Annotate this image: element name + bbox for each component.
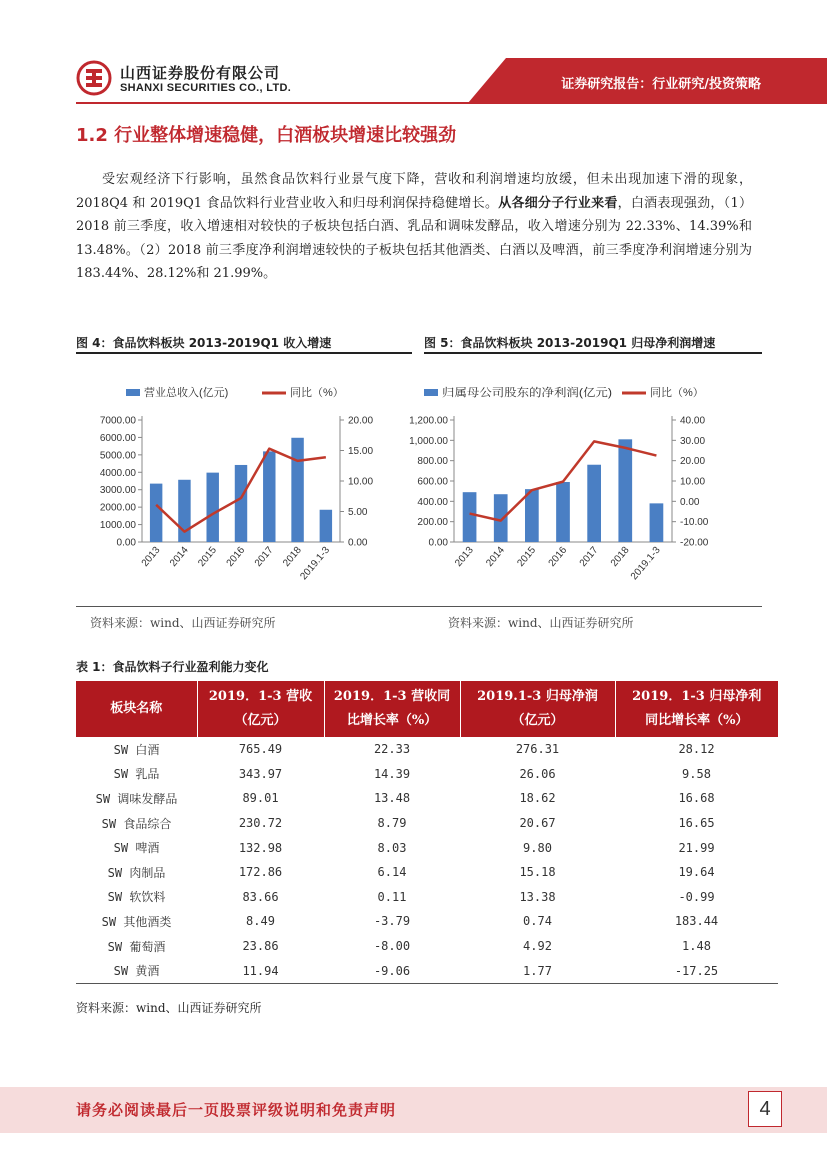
left-tick-label: 5000.00 [99, 450, 136, 462]
bar [618, 439, 632, 542]
company-name-cn: 山西证券股份有限公司 [120, 64, 281, 82]
bar [235, 465, 247, 542]
right-tick-label: 10.00 [348, 476, 374, 488]
category-label: 2017 [252, 544, 276, 569]
left-tick-label: 1000.00 [99, 520, 136, 532]
right-tick-label: 20.00 [348, 415, 374, 427]
page-number: 4 [748, 1091, 782, 1127]
right-tick-label: 0.00 [680, 496, 700, 508]
figure4-source: 资料来源：wind、山西证券研究所 [90, 616, 276, 630]
header-net-profit: 2019.1-3 归母净润 （亿元） [460, 681, 615, 737]
legend-line-label: 同比（%） [290, 387, 344, 399]
right-tick-label: 20.00 [680, 456, 706, 468]
table-row: SW 其他酒类 8.49 -3.79 0.74 183.44 [101, 914, 719, 929]
bar [206, 473, 218, 542]
category-label: 2016 [546, 544, 570, 569]
category-label: 2014 [484, 544, 508, 569]
bar [463, 492, 477, 542]
bar [263, 451, 275, 542]
bar [556, 482, 570, 542]
bar [291, 438, 303, 542]
right-tick-label: -20.00 [680, 537, 709, 549]
table-row: SW 白酒 765.49 22.33 276.31 28.12 [113, 742, 715, 757]
bar [494, 494, 508, 542]
category-label: 2019.1-3 [628, 544, 663, 583]
left-tick-label: 2000.00 [99, 502, 136, 514]
figure5-caption: 图 5：食品饮料板块 2013-2019Q1 归母净利润增速 [424, 336, 716, 350]
figure5-source: 资料来源：wind、山西证券研究所 [448, 616, 634, 630]
company-logo-icon [76, 60, 112, 96]
right-tick-label: 5.00 [348, 507, 368, 518]
right-tick-label: 15.00 [348, 446, 374, 457]
figure5-rule [424, 352, 762, 354]
left-tick-label: 7000.00 [99, 415, 136, 427]
category-label: 2013 [139, 544, 163, 569]
paragraph-bold: 从各细分子行业来看 [498, 195, 618, 211]
left-tick-label: 4000.00 [99, 467, 136, 479]
left-tick-label: 800.00 [417, 456, 448, 468]
figure4-caption: 图 4：食品饮料板块 2013-2019Q1 收入增速 [76, 336, 332, 350]
bar [525, 489, 539, 542]
header-revenue-growth: 2019．1-3 营收同 比增长率（%） [324, 681, 460, 737]
legend-bar-swatch [126, 389, 140, 396]
table-row: SW 调味发酵品 89.01 13.48 18.62 16.68 [95, 791, 715, 806]
table-row: SW 啤酒 132.98 8.03 9.80 21.99 [113, 840, 715, 856]
table-row: SW 葡萄酒 23.86 -8.00 4.92 1.48 [107, 939, 711, 954]
right-tick-label: -10.00 [680, 517, 709, 529]
table-header-row [76, 681, 778, 737]
paragraph-part1: 受宏观经济下行影响，虽然食品饮料行业景气度下降，营收和利润增速均放缓，但未出现加速下滑的现象，2018Q4 和 2019Q1 食品饮料行业营业收入和归母利润保持稳健增长。 [76, 172, 752, 211]
left-tick-label: 400.00 [417, 496, 448, 508]
table-row: SW 乳品 343.97 14.39 26.06 9.58 [113, 766, 711, 782]
paragraph-part2: ，白酒表现强劲，（1）2018 前三季度，收入增速相对较快的子板块包括白酒、乳品和调味发酵品，收入增速分别为 22.33%、14.39%和 13.48%。（2）2018 前三季度净利润增速较快的子板块包括其他酒类、白酒以及啤酒，前三季度净利润增速分别为 183.44%、28.12%和 21.99%。 [76, 195, 752, 281]
left-tick-label: 1,200.00 [409, 415, 448, 427]
bar [650, 503, 664, 542]
right-tick-label: 40.00 [680, 415, 706, 427]
figure4-rule [76, 352, 412, 354]
category-label: 2016 [224, 544, 248, 569]
category-label: 2014 [167, 544, 191, 569]
bar [587, 465, 601, 542]
left-tick-label: 600.00 [417, 476, 448, 488]
revenue-growth-chart [76, 360, 412, 600]
header-sector: 板块名称 [76, 681, 197, 737]
section-title: 1.2 行业整体增速稳健，白酒板块增速比较强劲 [76, 125, 457, 146]
table-row: SW 软饮料 83.66 0.11 13.38 -0.99 [107, 889, 715, 905]
header-revenue: 2019．1-3 营收 （亿元） [197, 681, 324, 737]
header-net-profit-growth: 2019．1-3 归母净利 同比增长率（%） [615, 681, 778, 737]
category-label: 2015 [196, 544, 220, 569]
table-row: SW 黄酒 11.94 -9.06 1.77 -17.25 [76, 958, 778, 983]
right-tick-label: 30.00 [680, 435, 706, 447]
profitability-table [76, 681, 778, 984]
legend-line-label: 同比（%） [650, 387, 704, 399]
table-row: SW 肉制品 172.86 6.14 15.18 19.64 [107, 865, 715, 880]
bar [320, 510, 332, 542]
legend-bar-label: 营业总收入(亿元) [144, 387, 229, 399]
report-type: 证券研究报告：行业研究/投资策略 [561, 77, 761, 92]
profit-growth-chart [409, 360, 762, 600]
left-tick-label: 0.00 [116, 537, 136, 549]
left-tick-label: 6000.00 [99, 432, 136, 444]
legend-bar-label: 归属母公司股东的净利润(亿元) [442, 387, 593, 399]
left-tick-label: 1,000.00 [409, 435, 448, 447]
right-tick-label: 10.00 [680, 476, 706, 488]
company-name-en: SHANXI SECURITIES CO., LTD. [120, 82, 292, 94]
category-label: 2018 [608, 544, 632, 569]
category-label: 2013 [453, 544, 476, 569]
body-paragraph [76, 168, 752, 286]
left-tick-label: 0.00 [428, 537, 448, 549]
table-source: 资料来源：wind、山西证券研究所 [76, 1001, 262, 1015]
figure-source-rule [76, 606, 762, 607]
table-caption: 表 1：食品饮料子行业盈利能力变化 [76, 660, 269, 674]
category-label: 2017 [577, 544, 601, 569]
left-tick-label: 3000.00 [99, 485, 136, 497]
legend-bar-swatch [424, 389, 438, 396]
left-tick-label: 200.00 [417, 517, 448, 529]
footer-disclaimer: 请务必阅读最后一页股票评级说明和免责声明 [76, 1101, 397, 1119]
category-label: 2018 [281, 544, 304, 569]
table-row: SW 食品综合 230.72 8.79 20.67 16.65 [101, 816, 715, 831]
category-label: 2015 [515, 544, 539, 569]
category-label: 2019.1-3 [298, 544, 333, 583]
bar [150, 484, 162, 542]
right-tick-label: 0.00 [348, 537, 368, 549]
